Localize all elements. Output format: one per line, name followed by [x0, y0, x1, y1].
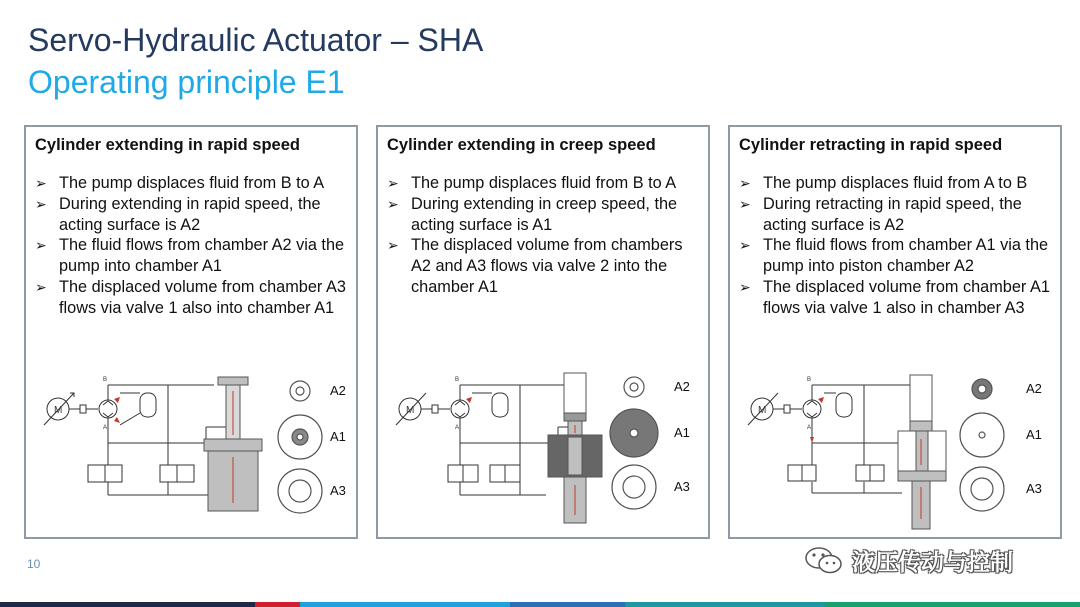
svg-text:A1: A1: [330, 429, 346, 444]
flow-arrow-icon: [818, 397, 824, 403]
panel-title: Cylinder extending in creep speed: [387, 136, 656, 154]
bullet-list: [387, 173, 705, 298]
svg-text:A1: A1: [1026, 427, 1042, 442]
pump-icon: [99, 400, 117, 418]
arrow-bullet-icon: ➢: [739, 237, 751, 254]
svg-text:B: B: [807, 377, 812, 383]
hydraulic-circuit-diagram: [30, 367, 354, 535]
accumulator-icon: [836, 393, 852, 417]
slide-subtitle: Operating principle E1: [28, 64, 345, 100]
bullet-item: ➢ During retracting in rapid speed, the acting surface is A2: [739, 194, 1022, 234]
svg-text:A: A: [455, 425, 460, 431]
svg-text:A3: A3: [330, 483, 346, 498]
bullet-item: ➢ During extending in creep speed, the acting surface is A1: [387, 194, 678, 234]
arrow-bullet-icon: ➢: [739, 278, 751, 295]
flow-arrow-icon: [466, 397, 472, 403]
arrow-bullet-icon: ➢: [35, 237, 47, 254]
watermark-text: 液压传动与控制: [852, 549, 1013, 576]
bullet-list: [739, 173, 1057, 319]
bullet-item: ➢ The fluid flows from chamber A1 via the pump into piston chamber A2: [739, 236, 1049, 276]
arrow-bullet-icon: ➢: [35, 195, 47, 212]
svg-text:A: A: [807, 425, 812, 431]
bullet-list: [35, 173, 353, 319]
panel-extending-rapid: [24, 125, 358, 539]
hydraulic-circuit-diagram: [382, 367, 706, 535]
svg-text:A3: A3: [1026, 481, 1042, 496]
bullet-item: ➢ The displaced volume from chamber A3 flows via valve 1 also into chamber A1: [35, 277, 346, 317]
slide-title: Servo-Hydraulic Actuator – SHA: [28, 22, 484, 58]
bullet-item: ➢ During extending in rapid speed, the acting surface is A2: [35, 194, 321, 234]
arrow-bullet-icon: ➢: [35, 278, 47, 295]
bullet-item: ➢ The displaced volume from chamber A1 flows via valve 1 also in chamber A3: [739, 277, 1050, 317]
arrow-bullet-icon: ➢: [387, 237, 399, 254]
svg-text:A: A: [103, 425, 108, 431]
page-number: 10: [27, 557, 41, 571]
svg-text:M: M: [758, 405, 767, 416]
arrow-bullet-icon: ➢: [739, 195, 751, 212]
svg-text:A2: A2: [1026, 381, 1042, 396]
bullet-item: ➢ The fluid flows from chamber A2 via the pump into chamber A1: [35, 236, 345, 276]
svg-text:M: M: [406, 405, 415, 416]
watermark: [804, 540, 1013, 580]
panel-retracting-rapid: [728, 125, 1062, 539]
svg-text:A1: A1: [674, 425, 690, 440]
bullet-item: ➢ The pump displaces fluid from B to A: [35, 174, 325, 192]
wechat-logo-icon: [804, 545, 844, 575]
pump-icon: [451, 400, 469, 418]
arrow-bullet-icon: ➢: [387, 175, 399, 191]
footer-color-bar: [0, 602, 1080, 607]
arrow-bullet-icon: ➢: [387, 195, 399, 212]
accumulator-icon: [140, 393, 156, 417]
svg-text:A2: A2: [330, 383, 346, 398]
flow-arrow-icon: [114, 397, 120, 403]
hydraulic-circuit-diagram: [734, 367, 1058, 535]
panel-title: Cylinder extending in rapid speed: [35, 136, 300, 154]
bullet-item: ➢ The displaced volume from chambers A2 and A3 flows via valve 2 into the chamber A1: [387, 236, 683, 296]
panel-title: Cylinder retracting in rapid speed: [739, 136, 1003, 154]
svg-text:A3: A3: [674, 479, 690, 494]
accumulator-icon: [492, 393, 508, 417]
bullet-item: ➢ The pump displaces fluid from B to A: [387, 174, 677, 192]
svg-text:A2: A2: [674, 379, 690, 394]
svg-text:B: B: [103, 377, 108, 383]
bullet-item: ➢ The pump displaces fluid from A to B: [739, 174, 1028, 192]
arrow-bullet-icon: ➢: [35, 175, 47, 191]
svg-text:B: B: [455, 377, 460, 383]
arrow-bullet-icon: ➢: [739, 175, 751, 191]
pump-icon: [803, 400, 821, 418]
svg-text:M: M: [54, 405, 63, 416]
panel-extending-creep: [376, 125, 710, 539]
